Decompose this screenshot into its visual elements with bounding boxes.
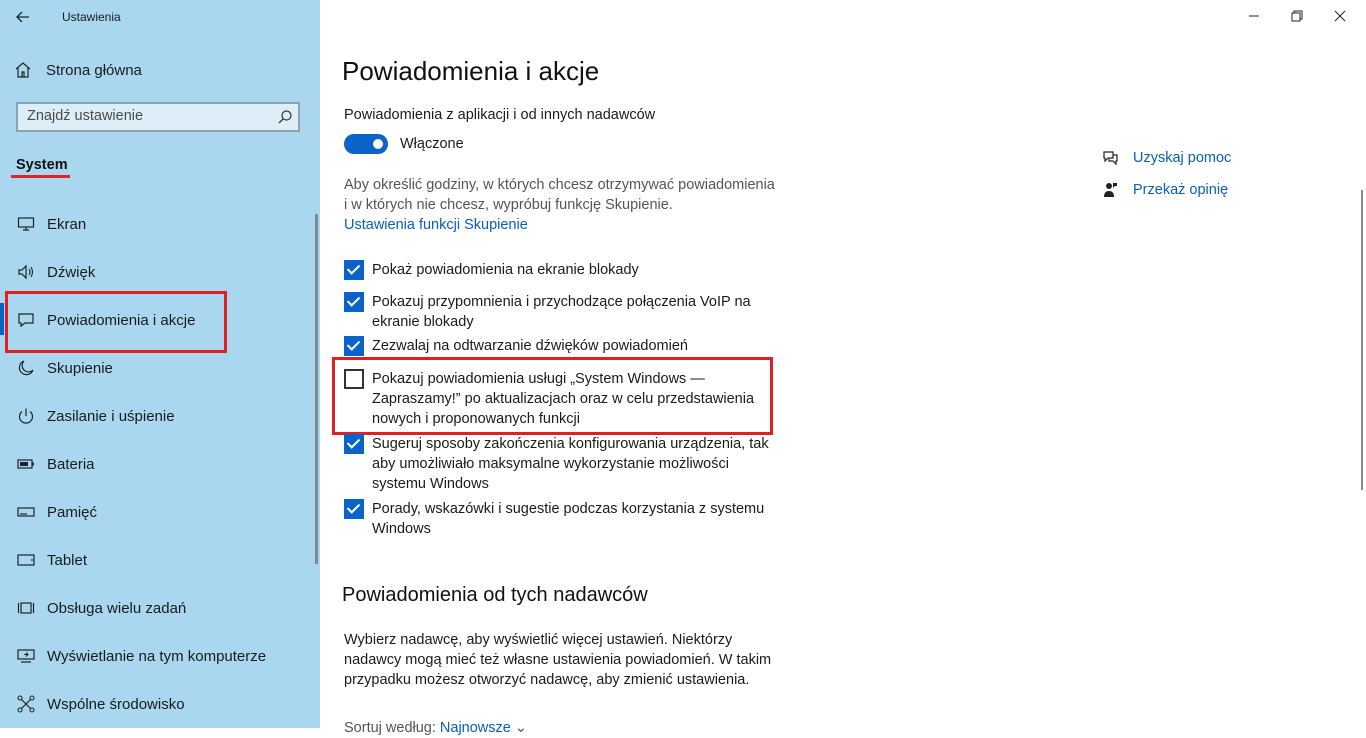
senders-description: Wybierz nadawcę, aby wyświetlić więcej ustawień. Niektórzy nadawcy mogą mieć też własne ustawienia powiadomień. W takim przypadku możesz otworzyć nadawcę, aby zmienić ustawienia. bbox=[344, 632, 772, 688]
restore-icon bbox=[1291, 10, 1303, 22]
sidebar bbox=[0, 0, 320, 728]
main-scrollbar[interactable] bbox=[1361, 190, 1363, 490]
page-title: Powiadomienia i akcje bbox=[342, 56, 600, 86]
checkbox-label: Sugeruj sposoby zakończenia konfigurowania urządzenia, tak aby umożliwiało maksymalne wykorzystanie możliwości systemu Windows bbox=[372, 436, 769, 492]
sort-value[interactable]: Najnowsze bbox=[439, 720, 511, 736]
focus-description-line: i w których nie chcesz, wypróbuj funkcję Skupienie. bbox=[344, 197, 673, 213]
sidebar-item-label: Bateria bbox=[47, 455, 95, 473]
sort-control[interactable] bbox=[344, 718, 527, 738]
sidebar-item-label: Obsługa wielu zadań bbox=[47, 599, 187, 617]
feedback-person-icon bbox=[1101, 181, 1119, 199]
tablet-icon bbox=[16, 550, 36, 570]
help-chat-icon bbox=[1101, 149, 1119, 167]
feedback-link[interactable] bbox=[1101, 181, 1228, 199]
checkbox-label: Pokaż powiadomienia na ekranie blokady bbox=[372, 262, 639, 278]
sidebar-item-label: Ekran bbox=[47, 215, 87, 233]
chevron-down-icon: ⌄ bbox=[514, 720, 528, 736]
minimize-button[interactable] bbox=[1231, 0, 1277, 32]
sidebar-item-ekran[interactable] bbox=[0, 204, 300, 244]
monitor-icon bbox=[16, 214, 36, 234]
checkbox-tips[interactable] bbox=[344, 499, 364, 519]
highlight-box-annotation bbox=[332, 357, 773, 435]
toggle-state-label: Włączone bbox=[400, 136, 464, 152]
checkbox-label: Zezwalaj na odtwarzanie dźwięków powiadomień bbox=[372, 338, 688, 354]
notifications-toggle[interactable] bbox=[344, 134, 388, 154]
focus-settings-link[interactable]: Ustawienia funkcji Skupienie bbox=[344, 217, 528, 233]
moon-icon bbox=[16, 358, 36, 378]
sidebar-item-label: Tablet bbox=[47, 551, 88, 569]
close-button[interactable] bbox=[1317, 0, 1363, 32]
search-icon[interactable] bbox=[277, 109, 293, 125]
get-help-link[interactable] bbox=[1101, 149, 1231, 167]
search-box[interactable] bbox=[16, 102, 300, 132]
home-link[interactable] bbox=[14, 61, 142, 79]
shared-experiences-icon bbox=[16, 694, 36, 714]
checkbox-label: Pokazuj przypomnienia i przychodzące połączenia VoIP na ekranie blokady bbox=[372, 294, 751, 330]
sidebar-item-label: Pamięć bbox=[47, 503, 98, 521]
checkbox-sounds[interactable] bbox=[344, 336, 364, 356]
sidebar-item-label: Wspólne środowisko bbox=[47, 695, 185, 713]
battery-icon bbox=[16, 454, 36, 474]
sidebar-item-multitasking[interactable] bbox=[0, 588, 300, 628]
checkbox-label: Porady, wskazówki i sugestie podczas korzystania z systemu Windows bbox=[372, 501, 765, 537]
minimize-icon bbox=[1248, 10, 1260, 22]
projecting-icon bbox=[16, 646, 36, 666]
storage-icon bbox=[16, 502, 36, 522]
sidebar-item-skupienie[interactable] bbox=[0, 348, 300, 388]
get-help-label: Uzyskaj pomoc bbox=[1133, 150, 1232, 166]
sidebar-item-pamiec[interactable] bbox=[0, 492, 300, 532]
notifications-heading: Powiadomienia z aplikacji i od innych nadawców bbox=[344, 107, 656, 123]
sidebar-item-zasilanie[interactable] bbox=[0, 396, 300, 436]
back-arrow-icon bbox=[16, 11, 30, 23]
highlight-box-annotation bbox=[5, 291, 227, 353]
app-title: Ustawienia bbox=[62, 10, 121, 24]
sidebar-item-label: Zasilanie i uśpienie bbox=[47, 407, 175, 425]
power-icon bbox=[16, 406, 36, 426]
restore-button[interactable] bbox=[1274, 0, 1320, 32]
checkbox-reminders-voip[interactable] bbox=[344, 292, 364, 312]
senders-heading: Powiadomienia od tych nadawców bbox=[342, 584, 648, 606]
sidebar-item-dzwiek[interactable] bbox=[0, 252, 300, 292]
section-underline-annotation bbox=[11, 175, 70, 178]
sidebar-item-label: Wyświetlanie na tym komputerze bbox=[47, 647, 267, 665]
sidebar-item-shared[interactable] bbox=[0, 684, 300, 724]
sidebar-item-label: Skupienie bbox=[47, 359, 113, 377]
section-title: System bbox=[16, 157, 68, 173]
home-icon bbox=[14, 61, 32, 79]
focus-description-line: Aby określić godziny, w których chcesz otrzymywać powiadomienia bbox=[344, 177, 775, 193]
back-button[interactable] bbox=[10, 5, 36, 29]
checkbox-lock-screen[interactable] bbox=[344, 260, 364, 280]
sidebar-item-bateria[interactable] bbox=[0, 444, 300, 484]
checkbox-finish-setup[interactable] bbox=[344, 434, 364, 454]
sidebar-scrollbar[interactable] bbox=[315, 214, 318, 564]
speaker-icon bbox=[16, 262, 36, 282]
checkbox-label: Pokazuj powiadomienia usługi „System Windows — Zapraszamy!” po aktualizacjach oraz w celu przedstawienia nowych i proponowanych funkcji bbox=[372, 371, 755, 427]
search-input[interactable] bbox=[27, 108, 267, 124]
home-label: Strona główna bbox=[46, 61, 142, 79]
sidebar-item-projecting[interactable] bbox=[0, 636, 300, 676]
multitasking-icon bbox=[16, 598, 36, 618]
close-icon bbox=[1334, 10, 1346, 22]
sidebar-item-label: Powiadomienia i akcje bbox=[47, 311, 196, 329]
sidebar-item-label: Dźwięk bbox=[47, 263, 96, 281]
feedback-label: Przekaż opinię bbox=[1133, 182, 1229, 198]
sort-label: Sortuj według: bbox=[344, 720, 436, 736]
sidebar-item-tablet[interactable] bbox=[0, 540, 300, 580]
